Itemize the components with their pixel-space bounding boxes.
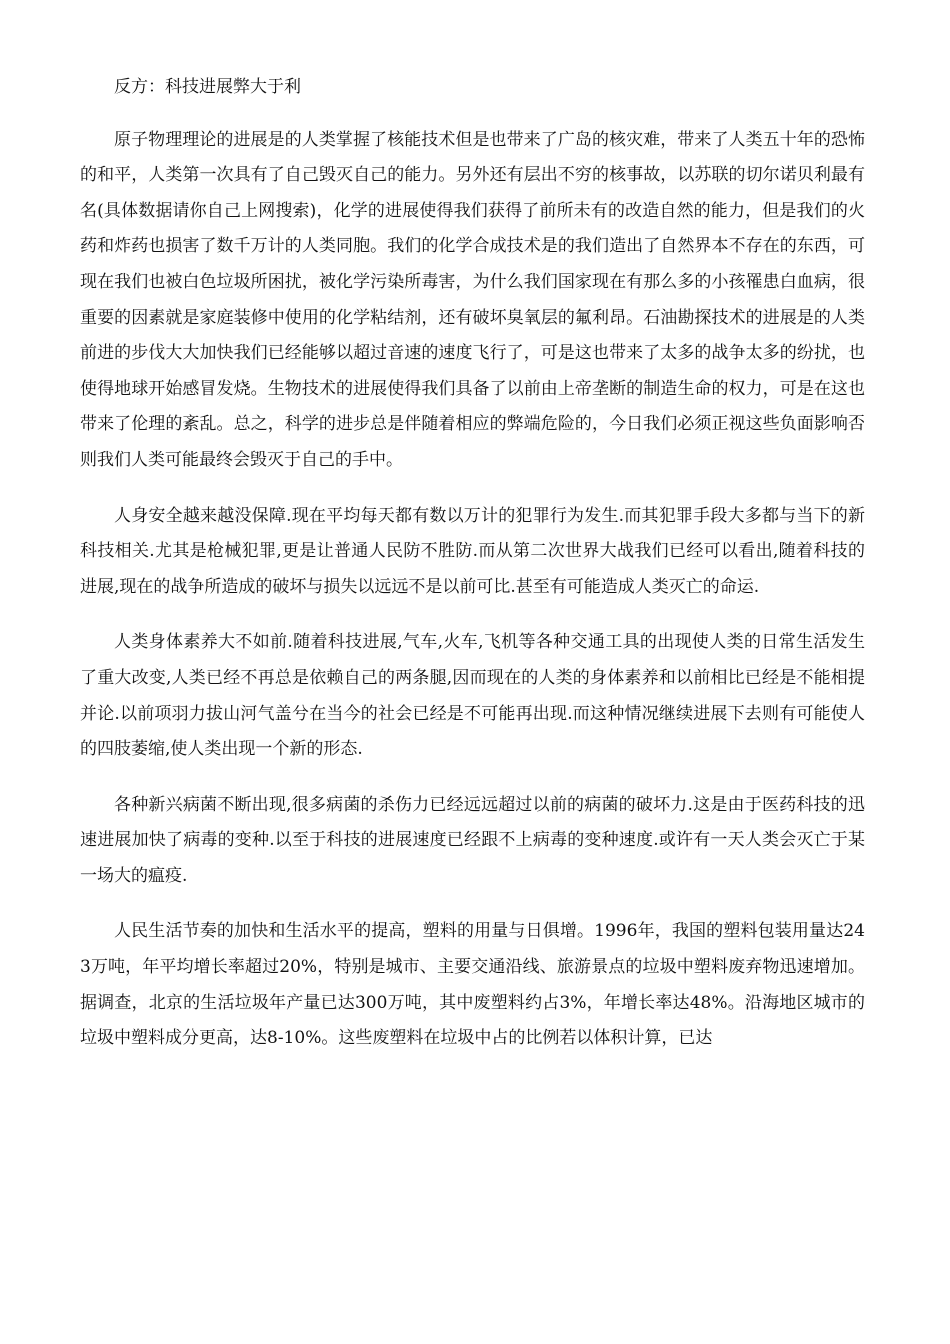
paragraph-personal-safety: 人身安全越来越没保障.现在平均每天都有数以万计的犯罪行为发生.而其犯罪手段大多都与当下的新科技相关.尤其是枪械犯罪,更是让普通人民防不胜防.而从第二次世界大战我们已经可以看出,随着科技的进展,现在的战争所造成的破坏与损失以远远不是以前可比.甚至有可能造成人类灭亡的命运. [80, 505, 865, 597]
document-page [80, 70, 865, 1077]
document-heading: 反方：科技进展弊大于利 [114, 77, 301, 97]
paragraph-physical-fitness: 人类身体素养大不如前.随着科技进展,气车,火车,飞机等各种交通工具的出现使人类的日常生活发生了重大改变,人类已经不再总是依赖自己的两条腿,因而现在的人类的身体素养和以前相比已经是不能相提并论.以前项羽力拔山河气盖兮在当今的社会已经是不可能再出现.而这种情况继续进展下去则有可能使人的四肢萎缩,使人类出现一个新的形态. [80, 632, 865, 760]
paragraph-nuclear-chemistry: 原子物理理论的进展是的人类掌握了核能技术但是也带来了广岛的核灾难，带来了人类五十年的恐怖的和平，人类第一次具有了自己毁灭自己的能力。另外还有层出不穷的核事故，以苏联的切尔诺贝利最有名(具体数据请你自己上网搜索)，化学的进展使得我们获得了前所未有的改造自然的能力，但是我们的火药和炸药也损害了数千万计的人类同胞。我们的化学合成技术是的我们造出了自然界本不存在的东西，可现在我们也被白色垃圾所困扰，被化学污染所毒害，为什么我们国家现在有那么多的小孩罹患白血病，很重要的因素就是家庭装修中使用的化学粘结剂，还有破坏臭氧层的氟利昂。石油勘探技术的进展是的人类前进的步伐大大加快我们已经能够以超过音速的速度飞行了，可是这也带来了太多的战争太多的纷扰，也使得地球开始感冒发烧。生物技术的进展使得我们具备了以前由上帝垄断的制造生命的权力，可是在这也带来了伦理的紊乱。总之，科学的进步总是伴随着相应的弊端危险的，今日我们必须正视这些负面影响否则我们人类可能最终会毁灭于自己的手中。 [80, 129, 865, 470]
paragraph-plastic-waste: 人民生活节奏的加快和生活水平的提高，塑料的用量与日俱增。1996年，我国的塑料包装用量达243万吨，年平均增长率超过20%，特别是城市、主要交通沿线、旅游景点的垃圾中塑料废弃物迅速增加。据调查，北京的生活垃圾年产量已达300万吨，其中废塑料约占3%，年增长率达48%。沿海地区城市的垃圾中塑料成分更高，达8-10%。这些废塑料在垃圾中占的比例若以体积计算，已达 [80, 921, 865, 1049]
paragraph-new-pathogens: 各种新兴病菌不断出现,很多病菌的杀伤力已经远远超过以前的病菌的破坏力.这是由于医药科技的迅速进展加快了病毒的变种.以至于科技的进展速度已经跟不上病毒的变种速度.或许有一天人类会灭亡于某一场大的瘟疫. [80, 794, 865, 886]
